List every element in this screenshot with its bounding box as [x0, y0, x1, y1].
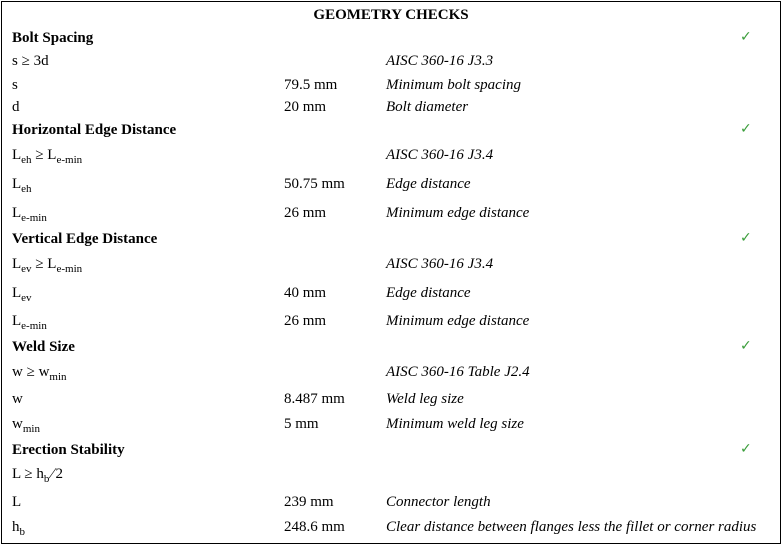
- code-reference: AISC 360-16 J3.4: [386, 147, 494, 163]
- param-description: Bolt diameter: [386, 99, 469, 115]
- code-reference: AISC 360-16 Table J2.4: [386, 364, 530, 380]
- param-value: 5 mm: [284, 416, 319, 432]
- param-value: 20 mm: [284, 99, 327, 115]
- rule-expression: s ≥ 3d: [12, 53, 49, 69]
- geometry-checks-panel: [1, 1, 781, 544]
- param-value: 26 mm: [284, 205, 327, 221]
- section-heading: Horizontal Edge Distance: [12, 122, 177, 138]
- param-description: Minimum edge distance: [386, 313, 530, 329]
- param-description: Connector length: [386, 494, 491, 510]
- param-value: 239 mm: [284, 494, 334, 510]
- param-row: [2, 77, 780, 97]
- param-value: 8.487 mm: [284, 391, 345, 407]
- param-row: [2, 285, 780, 305]
- rule-expression: $w \ge w_{min}$: [12, 364, 67, 383]
- section-heading: Bolt Spacing: [12, 30, 94, 46]
- param-symbol: w: [12, 391, 23, 407]
- section-bolt-spacing: [2, 30, 780, 50]
- param-symbol: $w_{min}$: [12, 416, 40, 435]
- section-vertical-edge: [2, 231, 780, 251]
- param-description: Edge distance: [386, 285, 471, 301]
- param-description: Weld leg size: [386, 391, 464, 407]
- param-symbol: $L_{e-min}$: [12, 205, 47, 224]
- section-heading: Erection Stability: [12, 442, 125, 458]
- check-icon: ✓: [740, 338, 752, 354]
- check-icon: ✓: [740, 121, 752, 137]
- param-row: [2, 391, 780, 411]
- param-row: [2, 176, 780, 196]
- param-value: 50.75 mm: [284, 176, 345, 192]
- param-row: [2, 205, 780, 225]
- rule-row: [2, 53, 780, 73]
- section-heading: Vertical Edge Distance: [12, 231, 158, 247]
- param-symbol: d: [12, 99, 20, 115]
- section-heading: Weld Size: [12, 339, 75, 355]
- param-symbol: s: [12, 77, 18, 93]
- rule-row: [2, 147, 780, 167]
- param-value: 26 mm: [284, 313, 327, 329]
- param-row: [2, 494, 780, 514]
- section-horizontal-edge: [2, 122, 780, 142]
- param-value: 79.5 mm: [284, 77, 338, 93]
- param-symbol: $h_b$: [12, 519, 25, 538]
- section-erection-stability: [2, 442, 780, 462]
- panel-title: GEOMETRY CHECKS: [313, 7, 469, 23]
- rule-row: [2, 256, 780, 276]
- code-reference: AISC 360-16 J3.4: [386, 256, 494, 272]
- rule-row: [2, 466, 780, 486]
- param-symbol: $L_{e-min}$: [12, 313, 47, 332]
- code-reference: AISC 360-16 J3.3: [386, 53, 494, 69]
- rule-row: [2, 364, 780, 384]
- param-description: Edge distance: [386, 176, 471, 192]
- param-value: 40 mm: [284, 285, 327, 301]
- rule-expression: $L_{eh} \ge L_{e-min}$: [12, 147, 83, 166]
- param-description: Clear distance between flanges less the fillet or corner radius: [386, 519, 757, 535]
- param-symbol: $L_{ev}$: [12, 285, 32, 304]
- check-icon: ✓: [740, 29, 752, 45]
- param-description: Minimum weld leg size: [386, 416, 524, 432]
- rule-expression: $L \ge h_b/2$: [12, 466, 64, 485]
- rule-expression: $L_{ev} \ge L_{e-min}$: [12, 256, 83, 275]
- param-row: [2, 416, 780, 436]
- param-description: Minimum bolt spacing: [386, 77, 521, 93]
- param-symbol: L: [12, 494, 22, 510]
- check-icon: ✓: [740, 441, 752, 457]
- param-row: [2, 313, 780, 333]
- check-icon: ✓: [740, 230, 752, 246]
- param-row: [2, 519, 780, 539]
- param-value: 248.6 mm: [284, 519, 345, 535]
- param-row: [2, 99, 780, 119]
- param-symbol: $L_{eh}$: [12, 176, 32, 195]
- param-description: Minimum edge distance: [386, 205, 530, 221]
- section-weld-size: [2, 339, 780, 359]
